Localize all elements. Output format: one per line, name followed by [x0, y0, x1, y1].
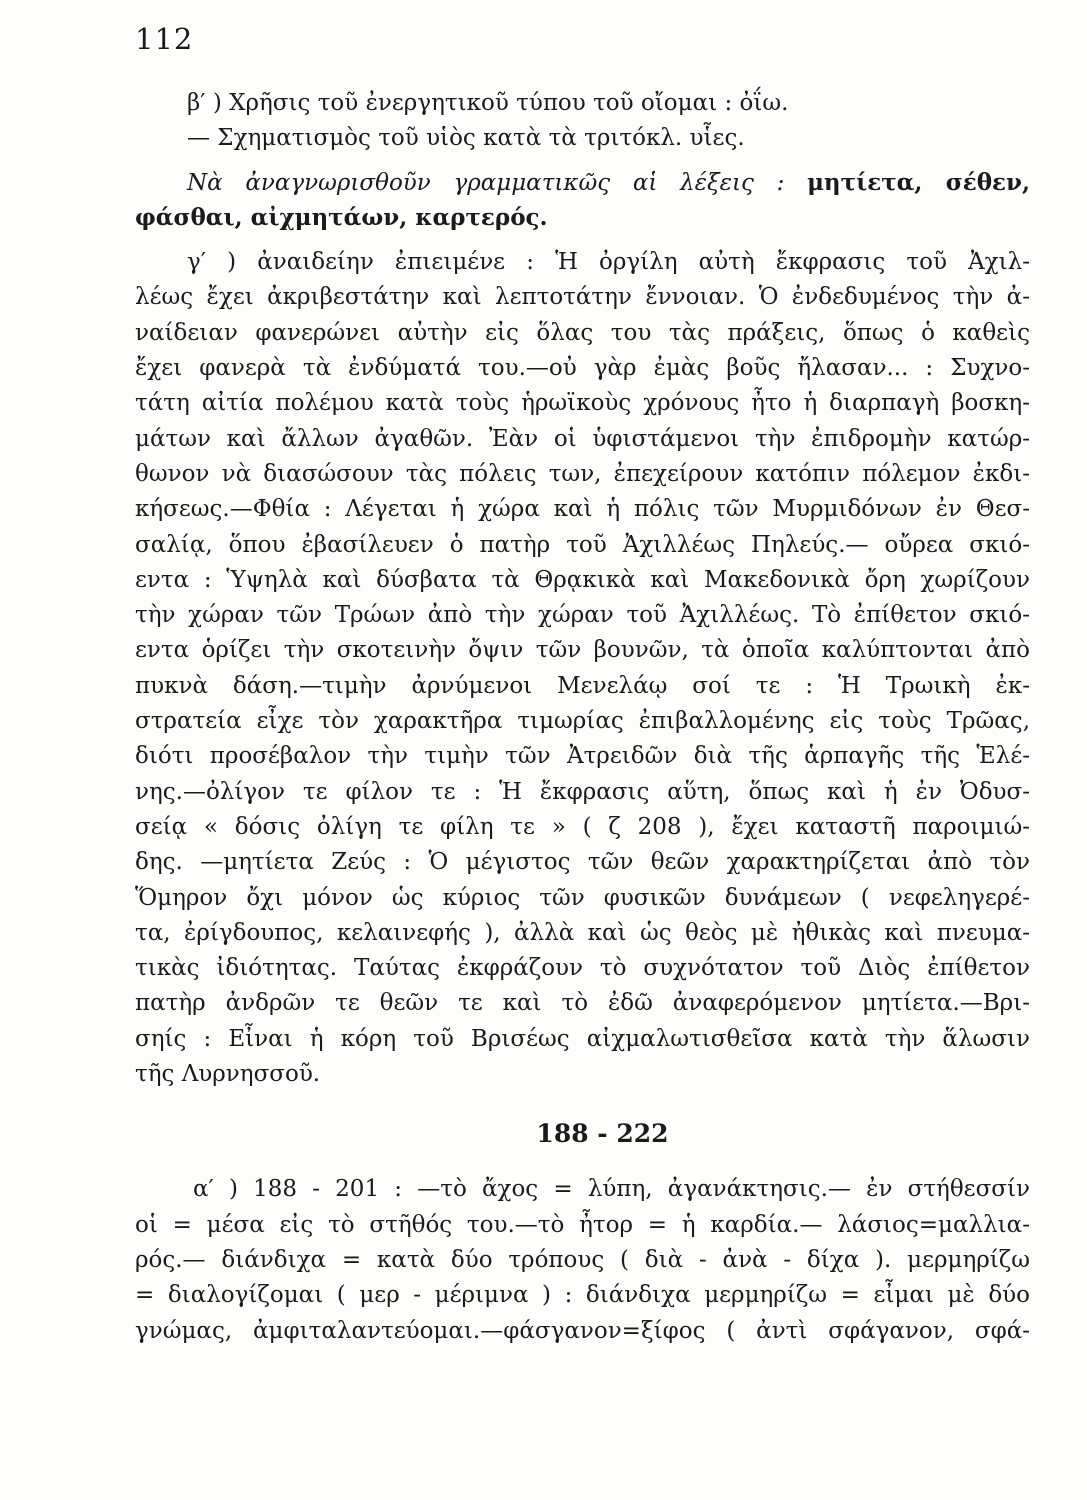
text-line: τάτη αἰτία πολέμου κατὰ τοὺς ἡρωϊκοὺς χρόνους ἦτο ἡ διαρπαγὴ βοσκη- — [135, 390, 1030, 417]
text-line: μάτων καὶ ἄλλων ἀγαθῶν. Ἐὰν οἱ ὑφιστάμενοι τὴν ἐπιδρομὴν κατώρ- — [135, 425, 1030, 452]
text-line: σηίς : Εἶναι ἡ κόρη τοῦ Βρισέως αἰχμαλωτισθεῖσα κατὰ τὴν ἅλωσιν — [135, 1025, 1030, 1052]
recognize-words-cont: φάσθαι, αἰχμητάων, καρτερός. — [135, 203, 548, 231]
section-heading: 188 - 222 — [536, 1119, 669, 1149]
text-line: ναίδειαν φανερώνει αὐτὴν εἰς ὅλας του τὰς πράξεις, ὅπως ὁ καθεὶς — [135, 319, 1030, 346]
page-number: 112 — [135, 22, 194, 56]
text-line: τῆς Λυρνησσοῦ. — [135, 1061, 321, 1088]
text-line: σείᾳ « δόσις ὀλίγη τε φίλη τε » ( ζ 208 ), ἔχει καταστῆ παροιμιώ- — [135, 813, 1030, 840]
text-line: τὴν χώραν τῶν Τρώων ἀπὸ τὴν χώραν τοῦ Ἀχιλλέως. Τὸ ἐπίθετον σκιό- — [135, 602, 1030, 629]
text-line: ρός.— διάνδιχα = κατὰ δύο τρόπους ( διὰ - ἀνὰ - δίχα ). μερμηρίζω — [135, 1246, 1030, 1273]
text-line: δης. —μητίετα Ζεύς : Ὁ μέγιστος τῶν θεῶν χαρακτηρίζεται ἀπὸ τὸν — [135, 849, 1030, 876]
text-line: θωνον νὰ διασώσουν τὰς πόλεις των, ἐπεχείρουν κατόπιν πόλεμον ἐκδι- — [135, 460, 1030, 487]
text-line: = διαλογίζομαι ( μερ - μέριμνα ) : διάνδιχα μερμηρίζω = εἶμαι μὲ δύο — [135, 1282, 1030, 1309]
text-line — [135, 165, 1030, 200]
text-line: οἱ = μέσα εἰς τὸ στῆθός του.—τὸ ἦτορ = ἡ καρδία.— λάσιος=μαλλια- — [135, 1211, 1030, 1238]
text-line: α′ ) 188 - 201 : —τὸ ἄχος = λύπη, ἀγανάκτησις.— ἐν στήθεσσίν — [193, 1176, 1030, 1203]
text-line: γνώμας, ἀμφιταλαντεύομαι.—φάσγανον=ξίφος ( ἀντὶ σφάγανον, σφά- — [135, 1317, 1030, 1344]
recognize-words: μητίετα, σέθεν, — [807, 168, 1030, 196]
text-line: εντα ὁρίζει τὴν σκοτεινὴν ὄψιν τῶν βουνῶν, τὰ ὁποῖα καλύπτονται ἀπὸ — [135, 637, 1030, 664]
page-body — [135, 86, 1030, 1349]
text-line: κήσεως.—Φθία : Λέγεται ἡ χώρα καὶ ἡ πόλις τῶν Μυρμιδόνων ἐν Θεσ- — [135, 496, 1030, 523]
text-line: νης.—ὀλίγον τε φίλον τε : Ἡ ἔκφρασις αὕτη, ὅπως καὶ ἡ ἐν Ὀδυσ- — [135, 778, 1030, 805]
text-line: Ὅμηρον ὄχι μόνον ὡς κύριος τῶν φυσικῶν δυνάμεων ( νεφεληγερέ- — [135, 884, 1030, 911]
recognize-intro: Νὰ ἀναγνωρισθοῦν γραμματικῶς αἱ λέξεις : — [187, 169, 785, 196]
text-line: σαλίᾳ, ὅπου ἐβασίλευεν ὁ πατὴρ τοῦ Ἀχιλλέως Πηλεύς.— οὔρεα σκιό- — [135, 531, 1030, 558]
text-line: πυκνὰ δάση.—τιμὴν ἀρνύμενοι Μενελάῳ σοί τε : Ἡ Τρωικὴ ἐκ- — [135, 672, 1030, 699]
text-line: τικὰς ἰδιότητας. Ταύτας ἐκφράζουν τὸ συχνότατον τοῦ Διὸς ἐπίθετον — [135, 955, 1030, 982]
text-line: πατὴρ ἀνδρῶν τε θεῶν τε καὶ τὸ ἐδῶ ἀναφερόμενον μητίετα.—Βρι- — [135, 990, 1030, 1017]
text-line: εντα : Ὑψηλὰ καὶ δύσβατα τὰ Θρᾳκικὰ καὶ Μακεδονικὰ ὄρη χωρίζουν — [135, 566, 1030, 593]
text-line: — Σχηματισμὸς τοῦ υἱὸς κατὰ τὰ τριτόκλ. υἷες. — [187, 125, 745, 152]
text-line: στρατεία εἶχε τὸν χαρακτῆρα τιμωρίας ἐπιβαλλομένης εἰς τοὺς Τρῶας, — [135, 708, 1030, 735]
text-line: τα, ἐρίγδουπος, κελαινεφής ), ἀλλὰ καὶ ὡς θεὸς μὲ ἠθικὰς καὶ πνευμα- — [135, 919, 1030, 946]
text-line: γ′ ) ἀναιδείην ἐπιειμένε : Ἡ ὀργίλη αὐτὴ ἔκφρασις τοῦ Ἀχιλ- — [187, 249, 1030, 276]
text-line: ἔχει φανερὰ τὰ ἐνδύματά του.—οὐ γὰρ ἐμὰς βοῦς ἤλασαν... : Συχνο- — [135, 355, 1030, 382]
text-line: β′ ) Χρῆσις τοῦ ἐνεργητικοῦ τύπου τοῦ οἴομαι : ὀΐω. — [187, 90, 789, 116]
text-line: διότι προσέβαλον τὴν τιμὴν τῶν Ἀτρειδῶν διὰ τῆς ἁρπαγῆς τῆς Ἑλέ- — [135, 743, 1030, 770]
text-line: λέως ἔχει ἀκριβεστάτην καὶ λεπτοτάτην ἔννοιαν. Ὁ ἐνδεδυμένος τὴν ἀ- — [135, 284, 1030, 311]
